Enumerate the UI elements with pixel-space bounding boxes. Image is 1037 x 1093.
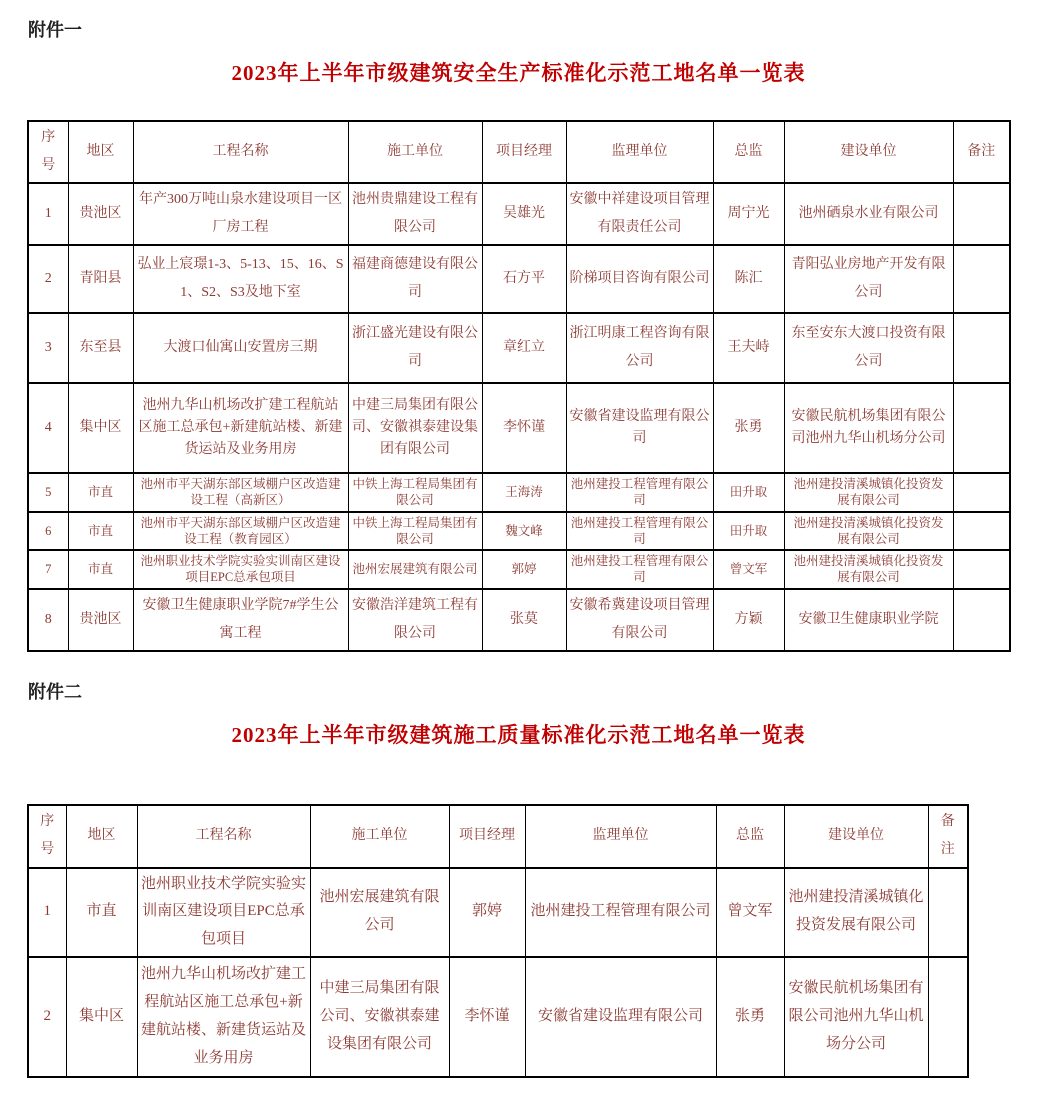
- cell-owner: 东至安东大渡口投资有限公司: [784, 313, 953, 383]
- cell-no: 1: [28, 868, 66, 957]
- cell-contractor: 池州贵鼎建设工程有限公司: [348, 183, 482, 245]
- column-header: 建设单位: [784, 805, 928, 868]
- cell-note: [953, 383, 1010, 473]
- cell-manager: 郭婷: [449, 868, 525, 957]
- cell-contractor: 安徽浩洋建筑工程有限公司: [348, 589, 482, 651]
- table-row: [28, 183, 1010, 245]
- cell-supervisor: 阶梯项目咨询有限公司: [566, 245, 713, 313]
- cell-owner: 池州建投清溪城镇化投资发展有限公司: [784, 512, 953, 551]
- cell-contractor: 福建商德建设有限公司: [348, 245, 482, 313]
- column-header: 总监: [716, 805, 784, 868]
- cell-no: 4: [28, 383, 68, 473]
- cell-contractor: 中建三局集团有限公司、安徽祺泰建设集团有限公司: [310, 957, 449, 1077]
- quality-table-head: [28, 805, 968, 868]
- column-header: 项目经理: [449, 805, 525, 868]
- cell-chief: 陈汇: [713, 245, 784, 313]
- column-header: 备注: [928, 805, 968, 868]
- cell-note: [953, 183, 1010, 245]
- cell-manager: 李怀谨: [482, 383, 566, 473]
- cell-region: 市直: [68, 512, 133, 551]
- cell-manager: 李怀谨: [449, 957, 525, 1077]
- cell-contractor: 中铁上海工程局集团有限公司: [348, 473, 482, 512]
- cell-project: 池州市平天湖东部区域棚户区改造建设工程（高新区）: [133, 473, 348, 512]
- cell-chief: 方颖: [713, 589, 784, 651]
- cell-note: [953, 550, 1010, 589]
- cell-supervisor: 池州建投工程管理有限公司: [566, 550, 713, 589]
- cell-note: [953, 245, 1010, 313]
- cell-manager: 魏文峰: [482, 512, 566, 551]
- column-header: 序号: [28, 805, 66, 868]
- attachment1-label: 附件一: [28, 20, 82, 40]
- cell-note: [953, 313, 1010, 383]
- header-row: [28, 805, 968, 868]
- cell-chief: 周宁光: [713, 183, 784, 245]
- cell-owner: 池州建投清溪城镇化投资发展有限公司: [784, 868, 928, 957]
- cell-supervisor: 池州建投工程管理有限公司: [566, 512, 713, 551]
- cell-region: 贵池区: [68, 183, 133, 245]
- table2-title: 2023年上半年市级建筑施工质量标准化示范工地名单一览表: [231, 722, 806, 747]
- cell-no: 3: [28, 313, 68, 383]
- cell-supervisor: 池州建投工程管理有限公司: [566, 473, 713, 512]
- cell-owner: 安徽民航机场集团有限公司池州九华山机场分公司: [784, 383, 953, 473]
- cell-note: [953, 589, 1010, 651]
- column-header: 监理单位: [525, 805, 716, 868]
- cell-supervisor: 安徽省建设监理有限公司: [525, 957, 716, 1077]
- cell-contractor: 中铁上海工程局集团有限公司: [348, 512, 482, 551]
- table-row: [28, 313, 1010, 383]
- safety-table-body: [28, 183, 1010, 651]
- quality-table: [27, 804, 969, 1078]
- table-row: [28, 512, 1010, 551]
- cell-region: 贵池区: [68, 589, 133, 651]
- cell-manager: 章红立: [482, 313, 566, 383]
- cell-note: [928, 957, 968, 1077]
- column-header: 序号: [28, 121, 68, 183]
- header-row: [28, 121, 1010, 183]
- cell-region: 市直: [68, 550, 133, 589]
- cell-region: 东至县: [68, 313, 133, 383]
- cell-no: 8: [28, 589, 68, 651]
- cell-project: 大渡口仙寓山安置房三期: [133, 313, 348, 383]
- cell-owner: 池州建投清溪城镇化投资发展有限公司: [784, 473, 953, 512]
- cell-supervisor: 安徽省建设监理有限公司: [566, 383, 713, 473]
- cell-no: 6: [28, 512, 68, 551]
- cell-chief: 张勇: [713, 383, 784, 473]
- cell-owner: 池州建投清溪城镇化投资发展有限公司: [784, 550, 953, 589]
- cell-owner: 池州硒泉水业有限公司: [784, 183, 953, 245]
- cell-contractor: 池州宏展建筑有限公司: [348, 550, 482, 589]
- cell-contractor: 中建三局集团有限公司、安徽祺泰建设集团有限公司: [348, 383, 482, 473]
- safety-table: [27, 120, 1011, 652]
- column-header: 项目经理: [482, 121, 566, 183]
- column-header: 建设单位: [784, 121, 953, 183]
- cell-project: 弘业上宸璟1-3、5-13、15、16、S1、S2、S3及地下室: [133, 245, 348, 313]
- table-row: [28, 550, 1010, 589]
- cell-project: 安徽卫生健康职业学院7#学生公寓工程: [133, 589, 348, 651]
- table-row: [28, 868, 968, 957]
- cell-region: 青阳县: [68, 245, 133, 313]
- table-row: [28, 473, 1010, 512]
- cell-owner: 安徽民航机场集团有限公司池州九华山机场分公司: [784, 957, 928, 1077]
- cell-chief: 田升取: [713, 473, 784, 512]
- table-row: [28, 957, 968, 1077]
- column-header: 备注: [953, 121, 1010, 183]
- cell-manager: 石方平: [482, 245, 566, 313]
- column-header: 总监: [713, 121, 784, 183]
- cell-note: [953, 512, 1010, 551]
- column-header: 施工单位: [348, 121, 482, 183]
- cell-region: 市直: [68, 473, 133, 512]
- cell-supervisor: 浙江明康工程咨询有限公司: [566, 313, 713, 383]
- quality-table-body: [28, 868, 968, 1077]
- cell-supervisor: 安徽希冀建设项目管理有限公司: [566, 589, 713, 651]
- cell-region: 市直: [66, 868, 137, 957]
- cell-chief: 张勇: [716, 957, 784, 1077]
- cell-no: 5: [28, 473, 68, 512]
- cell-note: [953, 473, 1010, 512]
- cell-note: [928, 868, 968, 957]
- cell-chief: 田升取: [713, 512, 784, 551]
- table1-title: 2023年上半年市级建筑安全生产标准化示范工地名单一览表: [231, 61, 806, 85]
- table-row: [28, 589, 1010, 651]
- cell-manager: 王海涛: [482, 473, 566, 512]
- cell-project: 池州市平天湖东部区域棚户区改造建设工程（教育园区）: [133, 512, 348, 551]
- cell-chief: 曾文军: [713, 550, 784, 589]
- column-header: 地区: [66, 805, 137, 868]
- cell-manager: 张莫: [482, 589, 566, 651]
- cell-no: 2: [28, 245, 68, 313]
- cell-contractor: 浙江盛光建设有限公司: [348, 313, 482, 383]
- attachment2-label: 附件二: [28, 681, 82, 702]
- cell-owner: 青阳弘业房地产开发有限公司: [784, 245, 953, 313]
- cell-project: 池州九华山机场改扩建工程航站区施工总承包+新建航站楼、新建货运站及业务用房: [137, 957, 310, 1077]
- cell-owner: 安徽卫生健康职业学院: [784, 589, 953, 651]
- table-row: [28, 383, 1010, 473]
- cell-no: 7: [28, 550, 68, 589]
- cell-chief: 曾文军: [716, 868, 784, 957]
- cell-project: 池州九华山机场改扩建工程航站区施工总承包+新建航站楼、新建货运站及业务用房: [133, 383, 348, 473]
- cell-chief: 王夫峙: [713, 313, 784, 383]
- column-header: 工程名称: [133, 121, 348, 183]
- cell-no: 1: [28, 183, 68, 245]
- cell-region: 集中区: [68, 383, 133, 473]
- cell-project: 池州职业技术学院实验实训南区建设项目EPC总承包项目: [133, 550, 348, 589]
- cell-contractor: 池州宏展建筑有限公司: [310, 868, 449, 957]
- column-header: 监理单位: [566, 121, 713, 183]
- cell-no: 2: [28, 957, 66, 1077]
- cell-supervisor: 安徽中祥建设项目管理有限责任公司: [566, 183, 713, 245]
- table-row: [28, 245, 1010, 313]
- cell-project: 池州职业技术学院实验实训南区建设项目EPC总承包项目: [137, 868, 310, 957]
- column-header: 地区: [68, 121, 133, 183]
- column-header: 工程名称: [137, 805, 310, 868]
- cell-project: 年产300万吨山泉水建设项目一区厂房工程: [133, 183, 348, 245]
- cell-manager: 吴雄光: [482, 183, 566, 245]
- column-header: 施工单位: [310, 805, 449, 868]
- cell-region: 集中区: [66, 957, 137, 1077]
- safety-table-head: [28, 121, 1010, 183]
- cell-manager: 郭婷: [482, 550, 566, 589]
- cell-supervisor: 池州建投工程管理有限公司: [525, 868, 716, 957]
